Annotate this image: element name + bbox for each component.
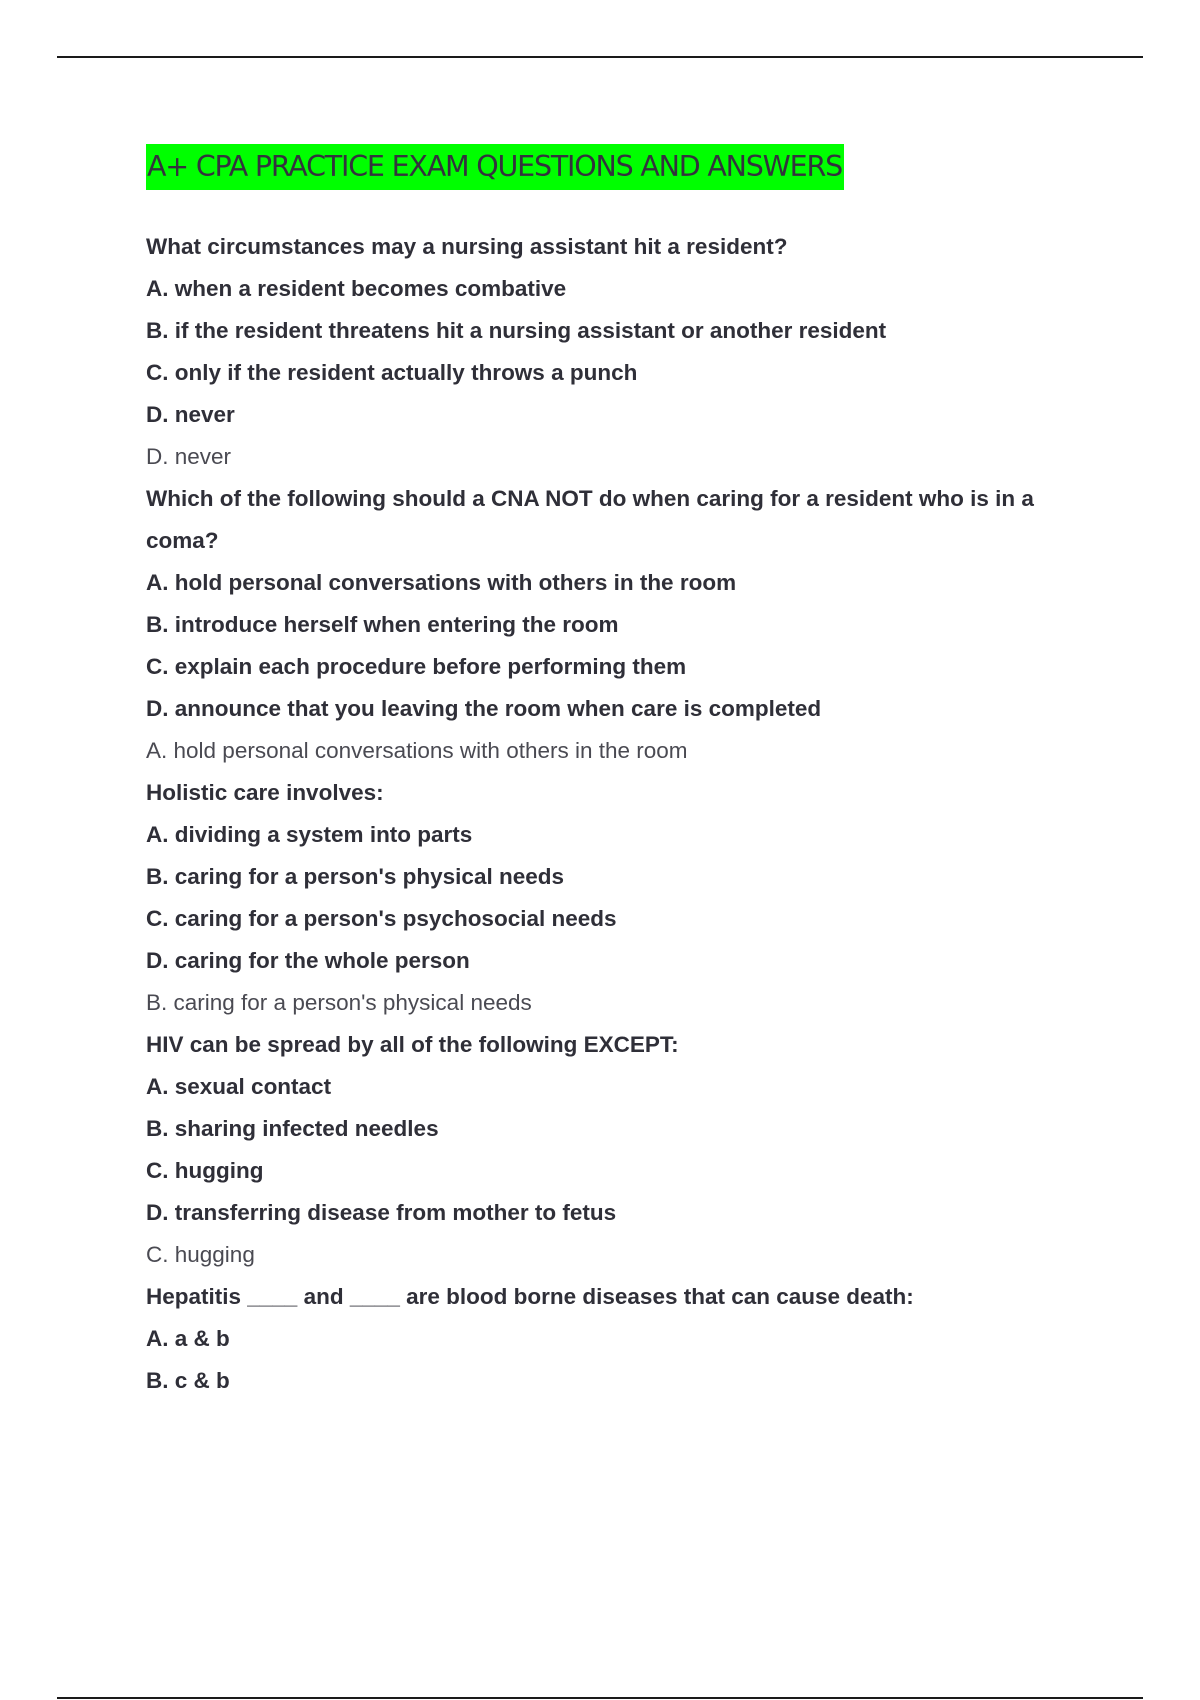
option-a: A. sexual contact (146, 1074, 332, 1099)
question-text: What circumstances may a nursing assistant hit a resident? (146, 234, 788, 259)
option-a: A. hold personal conversations with others in the room (146, 570, 737, 595)
question-block (146, 772, 1086, 1024)
option-b: B. introduce herself when entering the room (146, 612, 619, 637)
answer-text: C. hugging (146, 1242, 255, 1267)
option-c: C. only if the resident actually throws a punch (146, 360, 638, 385)
option-d: D. never (146, 402, 235, 427)
question-text: Which of the following should a CNA NOT do when caring for a resident who is in a coma? (146, 486, 1034, 553)
answer-text: D. never (146, 444, 232, 469)
option-c: C. hugging (146, 1158, 264, 1183)
question-text: HIV can be spread by all of the following EXCEPT: (146, 1032, 679, 1057)
option-a: A. a & b (146, 1326, 230, 1351)
question-block (146, 478, 1086, 772)
option-c: C. caring for a person's psychosocial needs (146, 906, 617, 931)
option-b: B. caring for a person's physical needs (146, 864, 564, 889)
option-a: A. dividing a system into parts (146, 822, 473, 847)
option-d: D. caring for the whole person (146, 948, 470, 973)
question-block (146, 226, 1086, 478)
question-block (146, 1276, 1086, 1402)
option-d: D. transferring disease from mother to fetus (146, 1200, 617, 1225)
option-c: C. explain each procedure before performing them (146, 654, 687, 679)
option-d: D. announce that you leaving the room when care is completed (146, 696, 822, 721)
option-b: B. sharing infected needles (146, 1116, 439, 1141)
document-body (146, 144, 1086, 1402)
answer-text: A. hold personal conversations with others in the room (146, 738, 688, 763)
document-title: A+ CPA PRACTICE EXAM QUESTIONS AND ANSWERS (146, 144, 844, 190)
option-a: A. when a resident becomes combative (146, 276, 567, 301)
top-rule (57, 56, 1143, 58)
question-text: Holistic care involves: (146, 780, 384, 805)
option-b: B. c & b (146, 1368, 230, 1393)
question-text: Hepatitis ____ and ____ are blood borne diseases that can cause death: (146, 1284, 914, 1309)
answer-text: B. caring for a person's physical needs (146, 990, 532, 1015)
bottom-rule (57, 1697, 1143, 1699)
question-block (146, 1024, 1086, 1276)
option-b: B. if the resident threatens hit a nursing assistant or another resident (146, 318, 887, 343)
